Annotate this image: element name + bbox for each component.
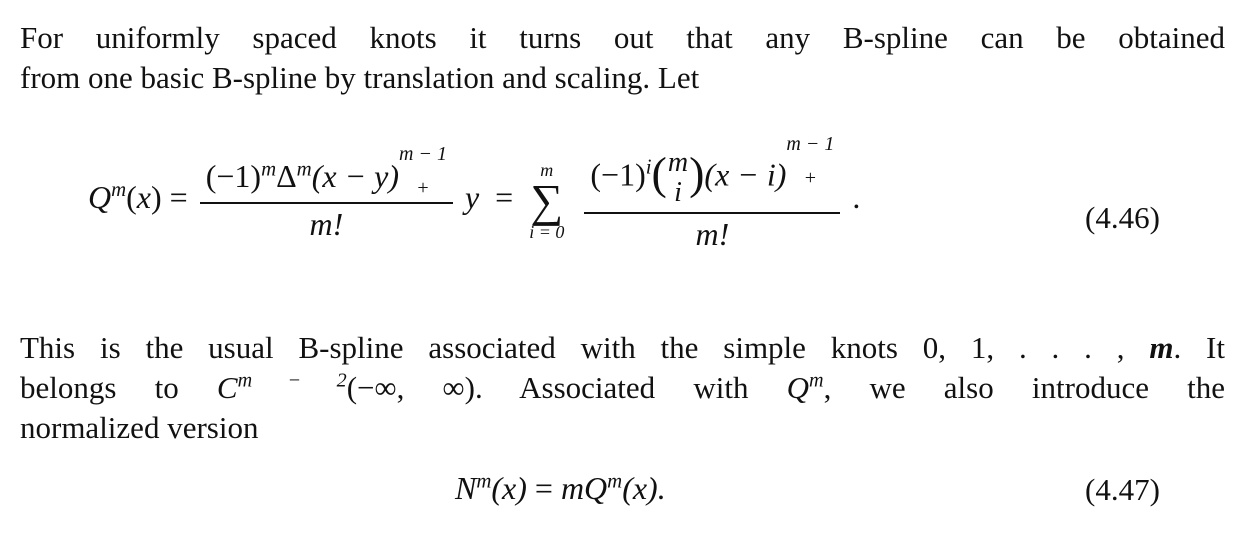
eq1-f1-delta-sup: m — [296, 157, 312, 181]
eq1-f2-scripts — [786, 133, 835, 189]
paragraph-intro-line-1: For uniformly spaced knots it turns out that any B-spline can be obtained — [20, 20, 1225, 55]
equation-number-4-46: (4.46) — [1085, 200, 1160, 235]
eq1-equals: = — [169, 178, 188, 215]
eq1-binom-bottom: i — [674, 177, 682, 208]
p2-l1-b: B — [298, 330, 320, 365]
eq1-f1-scripts — [399, 143, 447, 199]
eq1-f1-sup-m: m — [261, 157, 277, 181]
paragraph-intro-line-2: from one basic B-spline by translation and scaling. Let — [20, 60, 700, 95]
eq1-summation — [529, 161, 564, 241]
eq2-Q: Q — [584, 470, 608, 506]
eq1-f1-plus: + — [417, 177, 429, 199]
eq1-f1-power: m − 1 — [399, 143, 447, 165]
p2-l2-c: , we also introduce the — [823, 370, 1226, 405]
eq1-lhs-arg: (x) — [126, 178, 162, 215]
eq1-f1-delta: Δ — [276, 158, 297, 194]
eq1-var-y: y — [464, 178, 480, 215]
eq1-fraction-1 — [200, 143, 453, 243]
eq2-arg2: (x). — [622, 470, 666, 506]
eq1-f2-arg: (x − i) — [704, 156, 787, 193]
eq1-period: . — [852, 178, 861, 215]
equation-4-46 — [88, 133, 861, 253]
eq1-f2-prefix: (−1) — [590, 156, 646, 193]
eq1-binomial: ( m i ) — [651, 147, 705, 208]
eq1-fraction-1-numerator — [200, 143, 453, 204]
eq1-fraction-2-denominator: m! — [695, 216, 730, 252]
eq1-equals-2: = — [487, 178, 514, 215]
p2-l2-Csup: m − 2 — [237, 369, 347, 392]
eq1-f2-sup-i: i — [645, 155, 652, 179]
eq1-fraction-1-denominator: m! — [309, 206, 344, 242]
eq1-f2-power: m − 1 — [786, 133, 835, 155]
eq2-N-sup: m — [476, 469, 492, 493]
paragraph-description-line-2 — [20, 368, 1225, 408]
eq2-arg: (x) — [491, 470, 527, 506]
eq1-lhs-sup: m — [111, 178, 127, 202]
eq1-f1-arg: (x − y) — [311, 158, 400, 194]
eq1-sum-bottom: i = 0 — [529, 221, 565, 242]
paragraph-description — [20, 328, 1225, 448]
eq2-N: N — [455, 470, 477, 506]
eq1-f2-plus: + — [804, 167, 817, 189]
paragraph-intro — [20, 18, 1225, 98]
p2-l2-Q: Q — [786, 370, 810, 405]
eq1-binom-top: m — [667, 147, 689, 178]
eq1-sum-top: m — [540, 159, 554, 180]
equation-number-4-47: (4.47) — [1085, 472, 1160, 507]
p2-l2-b: (−∞, ∞). Associated with — [346, 370, 787, 405]
p2-l2-C: C — [216, 370, 238, 405]
eq1-f1-prefix: (−1) — [205, 158, 262, 194]
p2-l1-a: This is the usual — [20, 330, 299, 365]
eq2-m: m — [560, 470, 585, 506]
p2-l1-c: -spline associated with the simple knots 0, 1, . . . , — [319, 330, 1150, 365]
eq1-fraction-2 — [584, 133, 840, 253]
paragraph-description-line-3: normalized version — [20, 410, 259, 445]
eq1-fraction-2-numerator — [584, 133, 840, 214]
eq2-Q-sup: m — [607, 469, 623, 493]
eq1-lhs-symbol: Q — [88, 178, 112, 215]
eq2-equals: = — [526, 470, 561, 506]
p2-l1-m: m — [1149, 330, 1174, 365]
eq1-sigma-icon: ∑ — [530, 174, 564, 226]
paragraph-description-line-1 — [20, 328, 1225, 368]
p2-l2-a: belongs to — [20, 370, 217, 405]
equation-4-47 — [455, 470, 666, 507]
p2-l1-d: . It — [1173, 330, 1225, 365]
p2-l2-Qsup: m — [809, 369, 824, 392]
